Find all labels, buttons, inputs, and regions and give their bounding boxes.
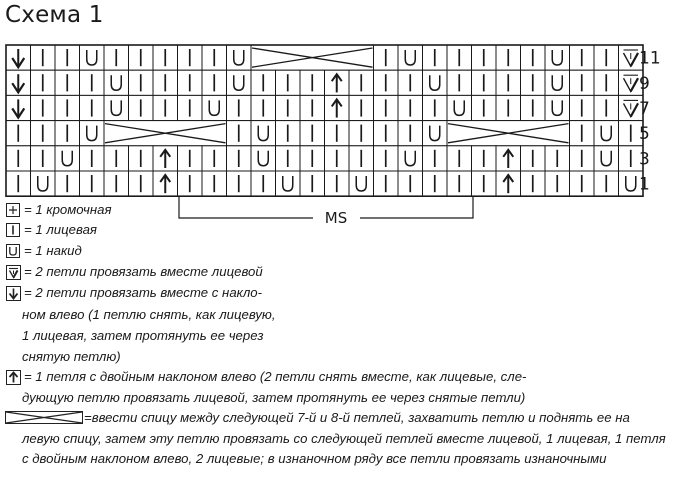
knit-cell <box>276 70 301 95</box>
legend-yarnover-icon <box>6 244 22 258</box>
knit-cell <box>6 171 31 196</box>
knit-cell <box>374 146 399 171</box>
knit-cell <box>545 171 570 196</box>
knit-cell <box>570 146 595 171</box>
knit-cell <box>251 70 276 95</box>
knit-cell <box>55 95 80 120</box>
yarnover-cell <box>31 171 56 196</box>
yarnover-cell <box>202 95 227 120</box>
yarnover-cell <box>594 121 619 146</box>
knit-cell <box>129 70 154 95</box>
knit-cell <box>80 95 105 120</box>
legend-text-knit: = 1 лицевая <box>24 222 97 237</box>
cross-stitch-cell <box>104 121 227 146</box>
legend-knit-icon <box>6 223 22 237</box>
yarnover-cell <box>80 121 105 146</box>
knit-cell <box>227 146 252 171</box>
knit-cell <box>521 146 546 171</box>
yarnover-cell <box>447 95 472 120</box>
knit-cell <box>251 171 276 196</box>
knit-cell <box>521 70 546 95</box>
knit-cell <box>570 121 595 146</box>
knit-cell <box>178 95 203 120</box>
yarnover-cell <box>276 171 301 196</box>
row-number-label: 1 <box>639 174 650 195</box>
knit-cell <box>570 70 595 95</box>
knit-cell <box>153 70 178 95</box>
knit-cell <box>472 146 497 171</box>
legend-text-ssk-4: снятую петлю) <box>22 349 121 364</box>
knit-cell <box>325 171 350 196</box>
knit-cell <box>496 45 521 70</box>
yarnover-cell <box>227 70 252 95</box>
knit-cell <box>472 95 497 120</box>
yarnover-cell <box>80 45 105 70</box>
double-decrease-cell <box>153 171 178 196</box>
knit-cell <box>6 146 31 171</box>
yarnover-cell <box>104 70 129 95</box>
yarnover-cell <box>251 146 276 171</box>
knit-cell <box>31 45 56 70</box>
double-decrease-cell <box>496 146 521 171</box>
legend-text-double-1: = 1 петля с двойным наклоном влево (2 петли снять вместе, как лицевые, сле- <box>24 369 527 384</box>
cross-stitch-cell <box>251 45 374 70</box>
knit-cell <box>594 70 619 95</box>
knit-cell <box>423 45 448 70</box>
knit-cell <box>80 171 105 196</box>
knit-cell <box>325 146 350 171</box>
knit-cell <box>349 121 374 146</box>
knit-cell <box>349 95 374 120</box>
knit-cell <box>521 95 546 120</box>
legend-text-edge: = 1 кромочная <box>24 202 112 217</box>
row-number-label: 7 <box>639 99 650 119</box>
yarnover-cell <box>55 146 80 171</box>
legend-text-k2tog: = 2 петли провязать вместе лицевой <box>24 264 263 279</box>
legend-text-ssk-2: ном влево (1 петлю снять, как лицевую, <box>22 307 276 322</box>
knit-cell <box>300 95 325 120</box>
knit-cell <box>31 121 56 146</box>
knit-cell <box>129 146 154 171</box>
legend-double-decrease-icon <box>6 370 22 385</box>
legend-text-cross-3: с двойным наклоном влево, 2 лицевые; в изнаночном ряду все петли провязать изнаночными <box>22 451 607 466</box>
knit-cell <box>398 121 423 146</box>
knit-cell <box>80 70 105 95</box>
yarnover-cell <box>545 70 570 95</box>
double-decrease-cell <box>153 146 178 171</box>
yarnover-cell <box>349 171 374 196</box>
knit-cell <box>300 121 325 146</box>
knit-cell <box>545 146 570 171</box>
knit-cell <box>104 45 129 70</box>
ssk-cell <box>6 70 31 95</box>
yarnover-cell <box>251 121 276 146</box>
yarnover-cell <box>423 70 448 95</box>
repeat-label: MS <box>324 209 348 227</box>
repeat-bracket <box>179 196 473 227</box>
ssk-cell <box>6 95 31 120</box>
knit-cell <box>594 171 619 196</box>
knit-cell <box>447 45 472 70</box>
knit-cell <box>496 95 521 120</box>
legend-ssk-icon <box>6 286 22 301</box>
knit-cell <box>129 171 154 196</box>
knit-cell <box>594 45 619 70</box>
yarnover-cell <box>227 45 252 70</box>
knit-cell <box>398 95 423 120</box>
knit-cell <box>202 171 227 196</box>
knit-cell <box>178 146 203 171</box>
knit-cell <box>398 70 423 95</box>
cross-stitch-cell <box>447 121 570 146</box>
legend-plus-icon <box>6 203 22 217</box>
knit-cell <box>153 45 178 70</box>
knit-cell <box>374 95 399 120</box>
legend-text-yarnover: = 1 накид <box>24 243 82 258</box>
knit-cell <box>55 171 80 196</box>
knit-cell <box>300 70 325 95</box>
knit-cell <box>423 146 448 171</box>
knit-cell <box>31 70 56 95</box>
yarnover-cell <box>594 146 619 171</box>
knit-cell <box>447 171 472 196</box>
knit-cell <box>104 171 129 196</box>
row-number-label: 9 <box>639 73 650 94</box>
double-decrease-cell <box>325 95 350 120</box>
knit-cell <box>447 146 472 171</box>
yarnover-cell <box>545 95 570 120</box>
knit-cell <box>227 95 252 120</box>
row-number-label: 3 <box>639 149 650 170</box>
knit-cell <box>202 45 227 70</box>
knit-cell <box>374 70 399 95</box>
diagram-title: Схема 1 <box>5 2 104 28</box>
yarnover-cell <box>545 45 570 70</box>
row-number-label: 11 <box>639 48 661 69</box>
knit-cell <box>472 70 497 95</box>
knit-cell <box>496 70 521 95</box>
knit-cell <box>251 95 276 120</box>
knit-cell <box>80 146 105 171</box>
knit-cell <box>55 70 80 95</box>
knit-cell <box>570 45 595 70</box>
knit-cell <box>447 70 472 95</box>
knit-cell <box>178 45 203 70</box>
knit-cell <box>398 171 423 196</box>
knit-cell <box>423 171 448 196</box>
knit-cell <box>153 95 178 120</box>
row-number-label: 5 <box>639 124 650 145</box>
chart-grid <box>6 45 643 196</box>
legend-text-cross-2: левую спицу, затем эту петлю провязать со следующей петлей вместе лицевой, 1 лицевая, 1 петля <box>22 431 666 446</box>
legend-text-ssk-3: 1 лицевая, затем протянуть ее через <box>22 328 264 343</box>
knit-cell <box>570 171 595 196</box>
knit-cell <box>374 121 399 146</box>
knit-cell <box>349 70 374 95</box>
knit-cell <box>178 171 203 196</box>
knit-cell <box>594 95 619 120</box>
knit-cell <box>325 121 350 146</box>
knit-cell <box>104 146 129 171</box>
knit-cell <box>202 146 227 171</box>
knit-cell <box>570 95 595 120</box>
knit-cell <box>521 45 546 70</box>
knit-cell <box>55 121 80 146</box>
legend-text-cross-1: =ввести спицу между следующей 7-й и 8-й петлей, захватить петлю и поднять ее на <box>84 410 630 425</box>
double-decrease-cell <box>496 171 521 196</box>
knit-cell <box>276 146 301 171</box>
knit-cell <box>423 95 448 120</box>
knit-cell <box>31 95 56 120</box>
yarnover-cell <box>104 95 129 120</box>
legend-text-ssk-1: = 2 петли провязать вместе с накло- <box>24 285 263 300</box>
knit-cell <box>374 171 399 196</box>
knit-cell <box>276 95 301 120</box>
knit-cell <box>129 45 154 70</box>
knit-cell <box>276 121 301 146</box>
knit-cell <box>202 70 227 95</box>
legend-text-double-2: дующую петлю провязать лицевой, затем протянуть ее через снятые петли) <box>22 390 526 405</box>
knit-cell <box>472 45 497 70</box>
yarnover-cell <box>423 121 448 146</box>
legend-cross-icon <box>5 411 85 425</box>
knit-cell <box>227 171 252 196</box>
legend-k2tog-icon <box>6 265 22 280</box>
yarnover-cell <box>398 146 423 171</box>
knit-cell <box>227 121 252 146</box>
double-decrease-cell <box>325 70 350 95</box>
ssk-cell <box>6 45 31 70</box>
knit-cell <box>349 146 374 171</box>
knit-cell <box>472 171 497 196</box>
knit-cell <box>521 171 546 196</box>
knit-cell <box>178 70 203 95</box>
knit-cell <box>55 45 80 70</box>
knit-cell <box>31 146 56 171</box>
knit-cell <box>374 45 399 70</box>
knit-cell <box>300 146 325 171</box>
knit-cell <box>6 121 31 146</box>
yarnover-cell <box>398 45 423 70</box>
knit-cell <box>129 95 154 120</box>
knit-cell <box>300 171 325 196</box>
